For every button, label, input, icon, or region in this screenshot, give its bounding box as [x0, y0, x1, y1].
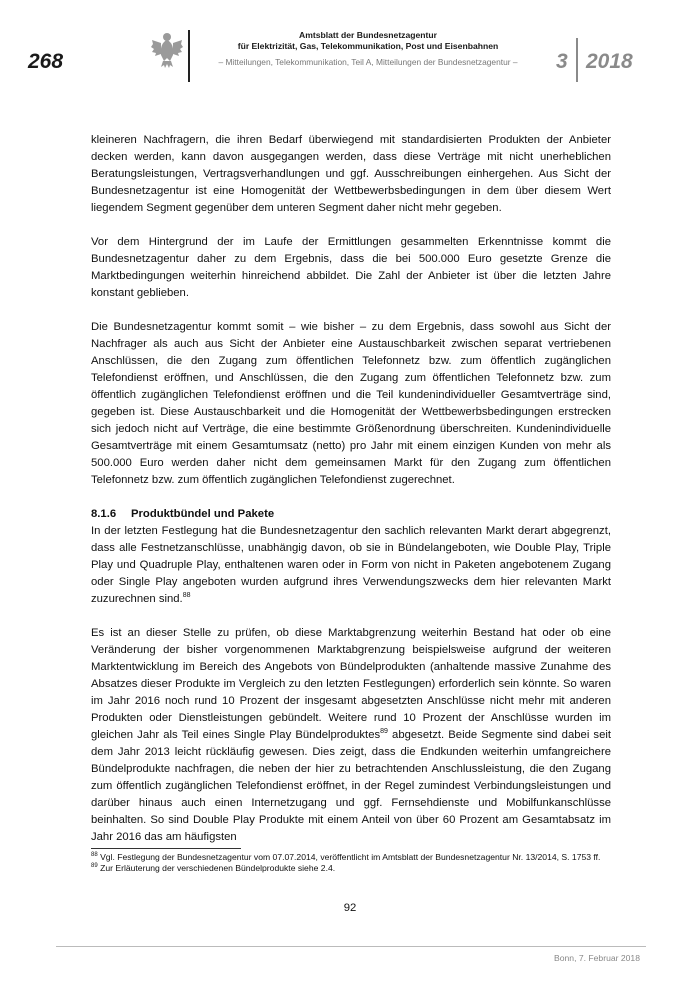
footnote-ref-89[interactable]: 89: [380, 728, 388, 736]
paragraph-4: [91, 523, 611, 608]
section-title: Produktbündel und Pakete: [131, 508, 275, 520]
footnote-88-number: 88: [91, 852, 98, 859]
footnotes: [91, 852, 611, 874]
issue-number: 3: [556, 50, 568, 73]
journal-title-line2: für Elektrizität, Gas, Telekommunikation, Post und Eisenbahnen: [237, 41, 499, 51]
federal-eagle-icon: [150, 30, 184, 70]
issue-divider: [576, 38, 578, 82]
footnote-88: [91, 852, 611, 863]
footnote-ref-88[interactable]: 88: [182, 592, 191, 600]
section-heading: [91, 506, 611, 523]
footer-page-number: 92: [343, 902, 357, 914]
footnote-88-text: Vgl. Festlegung der Bundesnetzagentur vom 07.07.2014, veröffentlicht im Amtsblatt der Bundesnetzagentur Nr. 13/2014, S. 1753 ff.: [100, 852, 601, 862]
issue-label: [556, 50, 633, 74]
footer-date: Bonn, 7. Februar 2018: [554, 953, 640, 963]
paragraph-5: [91, 625, 611, 846]
paragraph-1: kleineren Nachfragern, die ihren Bedarf überwiegend mit standardisierten Produkten der Anbieter decken werden, kann davon ausgegangen werden, dass diese Verträge mit nicht unerheblichen Beratungsleistungen, Vertragsverhandlungen und ggf. Ausschreibungen einhergehen. Aus Sicht der Bundesnetzagentur ist eine Homogenität der Wettbewerbsbedingungen in dem über diesem Wert liegendem Segment gegenüber dem unteren Segment daher nicht mehr gegeben.: [91, 134, 611, 214]
journal-title: [196, 30, 540, 52]
paragraph-4-text: In der letzten Festlegung hat die Bundesnetzagentur den sachlich relevanten Markt derart abgegrenzt, dass alle Festnetzanschlüsse, unabhängig davon, ob sie in Bündelangeboten, wie Double Play, Triple Play und Quadruple Play, enthaltenen waren oder in Form von nicht in Paketen angebotenem Zugang oder Single Play angeboten wurden aufgrund ihres Verwendungszwecks dem hier relevanten Markt zuzurechnen sind.: [91, 525, 611, 605]
footnote-89-text: Zur Erläuterung der verschiedenen Bündelprodukte siehe 2.4.: [100, 863, 336, 873]
paragraph-5-text-b: abgesetzt. Beide Segmente sind dabei seit dem Jahr 2013 leicht rückläufig gewesen. Dies zeigt, dass die Endkunden weiterhin umfangreichere Bündelprodukte nachfragen, die neben der hier zu betrachtenden Anschlussleistung, die den Zugang zum öffentlich zugänglichen Telefondienst eröffnet, in der Regel zumindest Verbindungsleistungen und darüber hinaus auch einen Internetzugang und ggf. Fernsehdienste und Mobilfunkanschlüsse beinhalten. So sind Double Play Produkte mit einem Anteil von über 60 Prozent am Gesamtabsatz im Jahr 2016 das am häufigsten: [91, 729, 612, 843]
header-divider: [188, 30, 190, 82]
header-page-number: 268: [28, 50, 64, 73]
journal-subtitle: – Mitteilungen, Telekommunikation, Teil A, Mitteilungen der Bundesnetzagentur –: [218, 57, 518, 67]
footer-divider: [56, 946, 646, 947]
journal-title-line1: Amtsblatt der Bundesnetzagentur: [299, 30, 437, 40]
issue-year: 2018: [586, 50, 633, 73]
paragraph-5-text-a: Es ist an dieser Stelle zu prüfen, ob diese Marktabgrenzung weiterhin Bestand hat oder ob eine Veränderung der bisher vorgenommenen Marktabgrenzung beispielsweise aufgrund der weiteren Marktentwicklung im Bereich des Angebots von Bündelprodukten (anhaltende massive Zunahme des Absatzes dieser Produkte im Vergleich zu den letzten Festlegungen) erforderlich sein könnte. So waren im Jahr 2016 noch rund 10 Prozent der insgesamt abgesetzten Anschlüsse nicht mehr mit anderen Produkten oder Dienstleistungen gebündelt. Weitere rund 10 Prozent der Anschlüsse wurden im gleichen Jahr als Teil eines Single Play Bündelproduktes: [91, 627, 611, 741]
footnote-89-number: 89: [91, 863, 98, 870]
footnote-89: [91, 863, 611, 874]
section-number: 8.1.6: [91, 508, 117, 520]
footnote-divider: [91, 848, 241, 849]
paragraph-2: Vor dem Hintergrund der im Laufe der Ermittlungen gesammelten Erkenntnisse kommt die Bundesnetzagentur daher zu dem Ergebnis, dass die bei 500.000 Euro gesetzte Grenze die Marktbedingungen weiterhin hinreichend abbildet. Die Zahl der Anbieter ist über die letzten Jahre konstant geblieben.: [91, 236, 611, 299]
main-content: [91, 132, 611, 863]
paragraph-3: Die Bundesnetzagentur kommt somit – wie bisher – zu dem Ergebnis, dass sowohl aus Sicht der Nachfrager als auch aus Sicht der Anbieter eine Austauschbarkeit zwischen separat vertriebenen Anschlüssen, die den Zugang zum öffentlichen Telefonnetz bzw. zum öffentlich zugänglichen Telefondienst eröffnen, und Anschlüssen, die den Zugang zum öffentlichen Telefonnetz bzw. zum öffentlich zugänglichen Telefondienst eröffnen und die Teil kundenindividueller Gesamtverträge sind, gegeben ist. Diese Austauschbarkeit und die Homogenität der Wettbewerbsbedingungen erstrecken sich jedoch nicht auf Verträge, die eine bestimmte Größenordnung überschreiten. Kundenindividuelle Gesamtverträge mit einem Gesamtumsatz (netto) pro Jahr mit einem einzigen Kunden von mehr als 500.000 Euro werden daher nicht dem gemeinsamen Markt für den Zugang zum öffentlichen Telefonnetz bzw. zum öffentlich zugänglichen Telefondienst zugerechnet.: [91, 321, 611, 486]
